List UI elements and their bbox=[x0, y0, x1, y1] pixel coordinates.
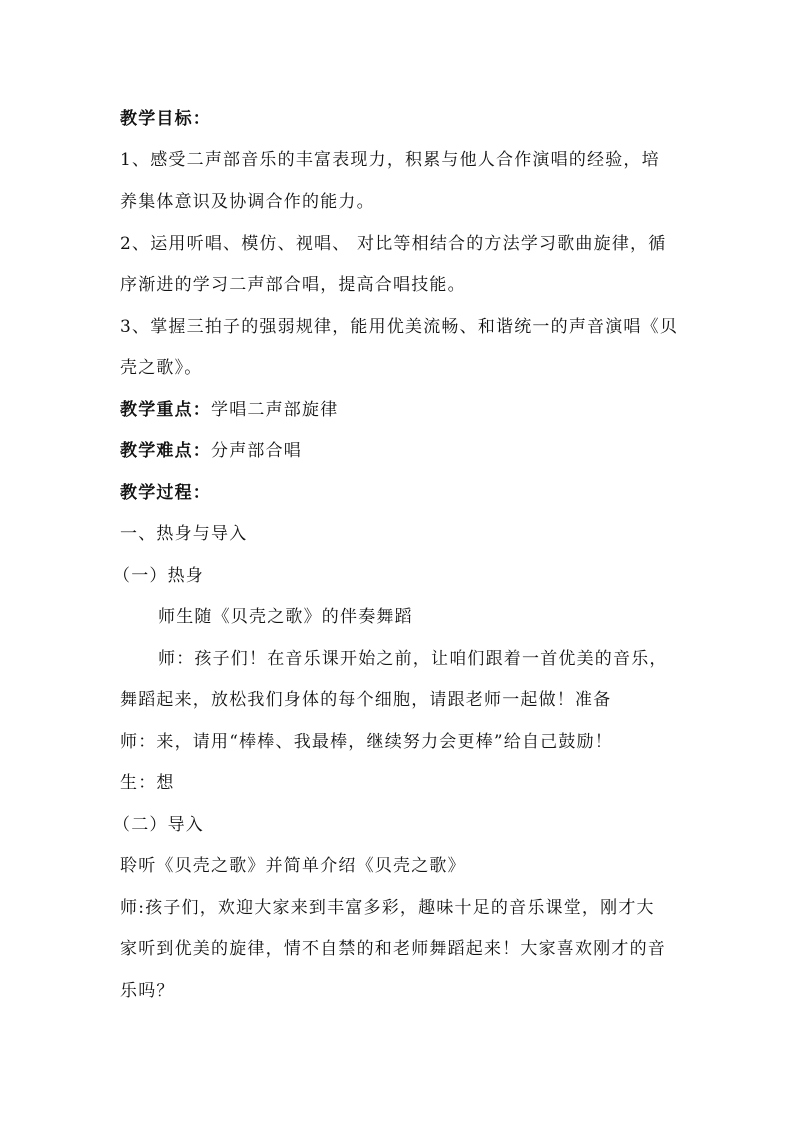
subsection-1-line-4: 师：来，请用“棒棒、我最棒，继续努力会更棒”给自己鼓励！ bbox=[120, 732, 613, 752]
subsection-2-line-3: 家听到优美的旋律，情不自禁的和老师舞蹈起来！大家喜欢刚才的音 bbox=[120, 939, 666, 959]
key-point-label: 教学重点： bbox=[120, 400, 211, 420]
teaching-goals-heading: 教学目标： bbox=[120, 109, 211, 129]
goal-3-line-1: 3、掌握三拍子的强弱规律，能用优美流畅、和谐统一的声音演唱《贝 bbox=[120, 317, 679, 337]
difficulty-text: 分声部合唱 bbox=[211, 441, 302, 461]
goal-2-line-2: 序渐进的学习二声部合唱，提高合唱技能。 bbox=[120, 275, 466, 295]
subsection-2-line-4: 乐吗？ bbox=[120, 981, 175, 1001]
subsection-2-line-1: 聆听《贝壳之歌》并简单介绍《贝壳之歌》 bbox=[120, 856, 466, 876]
subsection-2-line-2: 师:孩子们，欢迎大家来到丰富多彩，趣味十足的音乐课堂，刚才大 bbox=[120, 898, 655, 918]
subsection-1-line-5: 生：想 bbox=[120, 773, 175, 793]
section-1-title: 一、热身与导入 bbox=[120, 524, 248, 544]
subsection-1-line-2: 师：孩子们！在音乐课开始之前，让咱们跟着一首优美的音乐， bbox=[158, 649, 668, 669]
goal-1-line-1: 1、感受二声部音乐的丰富表现力，积累与他人合作演唱的经验，培 bbox=[120, 150, 660, 170]
difficulty-label: 教学难点： bbox=[120, 441, 211, 461]
goal-1-line-2: 养集体意识及协调合作的能力。 bbox=[120, 192, 375, 212]
teaching-process-heading: 教学过程： bbox=[120, 483, 211, 503]
subsection-1-line-1: 师生随《贝壳之歌》的伴奏舞蹈 bbox=[158, 607, 413, 627]
key-point-text: 学唱二声部旋律 bbox=[211, 400, 339, 420]
goal-2-line-1: 2、运用听唱、模仿、视唱、 对比等相结合的方法学习歌曲旋律，循 bbox=[120, 234, 667, 254]
goal-3-line-2: 壳之歌》。 bbox=[120, 358, 203, 378]
key-point-row bbox=[120, 399, 338, 421]
difficulty-row bbox=[120, 440, 302, 462]
subsection-1-title: （一）热身 bbox=[113, 566, 204, 586]
subsection-2-title: （二）导入 bbox=[113, 815, 204, 835]
subsection-1-line-3: 舞蹈起来，放松我们身体的每个细胞，请跟老师一起做！准备 bbox=[120, 690, 612, 710]
